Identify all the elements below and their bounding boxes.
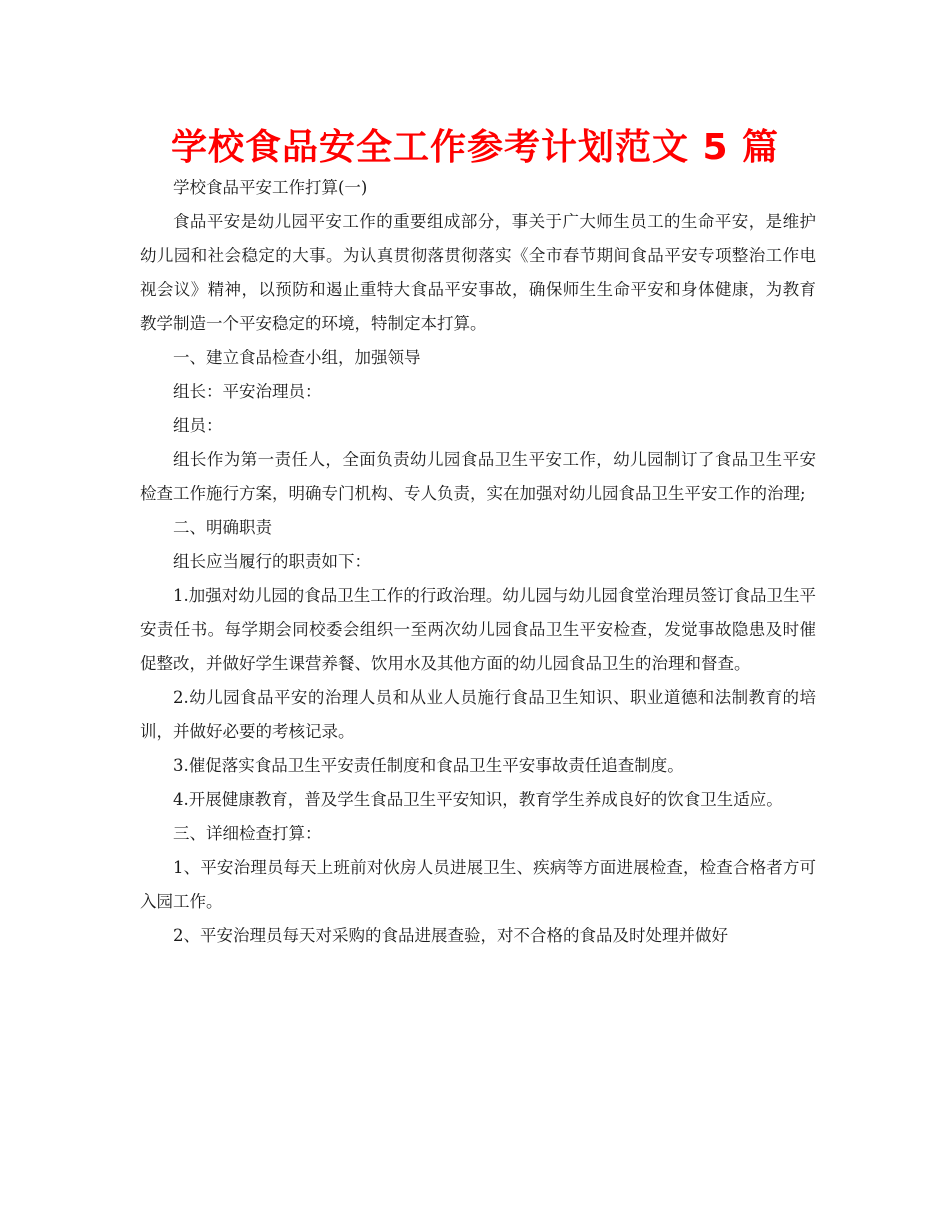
- paragraph: 组长应当履行的职责如下：: [173, 552, 371, 571]
- section-heading: 三、详细检查打算：: [173, 824, 322, 843]
- list-item: 2、平安治理员每天对采购的食品进展查验，对不合格的食品及时处理并做好: [173, 926, 728, 945]
- paragraph: 组员：: [173, 416, 223, 435]
- paragraph: 学校食品平安工作打算(一): [173, 178, 368, 197]
- list-item: 1.加强对幼儿园的食品卫生工作的行政治理。幼儿园与幼儿园食堂治理员签订食品卫生平安责任书。每学期会同校委会组织一至两次幼儿园食品卫生平安检查，发觉事故隐患及时催促整改，并做好学生课营养餐、饮用水及其他方面的幼儿园食品卫生的治理和督查。: [140, 586, 816, 673]
- paragraph: 组长：平安治理员：: [173, 382, 322, 401]
- section-heading: 二、明确职责: [173, 518, 272, 537]
- section-heading: 一、建立食品检查小组，加强领导: [173, 348, 421, 367]
- list-item: 4.开展健康教育，普及学生食品卫生平安知识，教育学生养成良好的饮食卫生适应。: [173, 790, 783, 809]
- list-item: 3.催促落实食品卫生平安责任制度和食品卫生平安事故责任追查制度。: [173, 756, 684, 775]
- document-title: 学校食品安全工作参考计划范文 5 篇: [170, 127, 780, 168]
- list-item: 1、平安治理员每天上班前对伙房人员进展卫生、疾病等方面进展检查，检查合格者方可入园工作。: [140, 858, 816, 911]
- paragraph: 食品平安是幼儿园平安工作的重要组成部分，事关于广大师生员工的生命平安，是维护幼儿园和社会稳定的大事。为认真贯彻落贯彻落实《全市春节期间食品平安专项整治工作电视会议》精神，以预防和遏止重特大食品平安事故，确保师生生命平安和身体健康，为教育教学制造一个平安稳定的环境，特制定本打算。: [140, 212, 816, 333]
- document-body: [140, 171, 816, 953]
- list-item: 2.幼儿园食品平安的治理人员和从业人员施行食品卫生知识、职业道德和法制教育的培训，并做好必要的考核记录。: [140, 688, 816, 741]
- paragraph: 组长作为第一责任人，全面负责幼儿园食品卫生平安工作，幼儿园制订了食品卫生平安检查工作施行方案，明确专门机构、专人负责，实在加强对幼儿园食品卫生平安工作的治理;: [140, 450, 816, 503]
